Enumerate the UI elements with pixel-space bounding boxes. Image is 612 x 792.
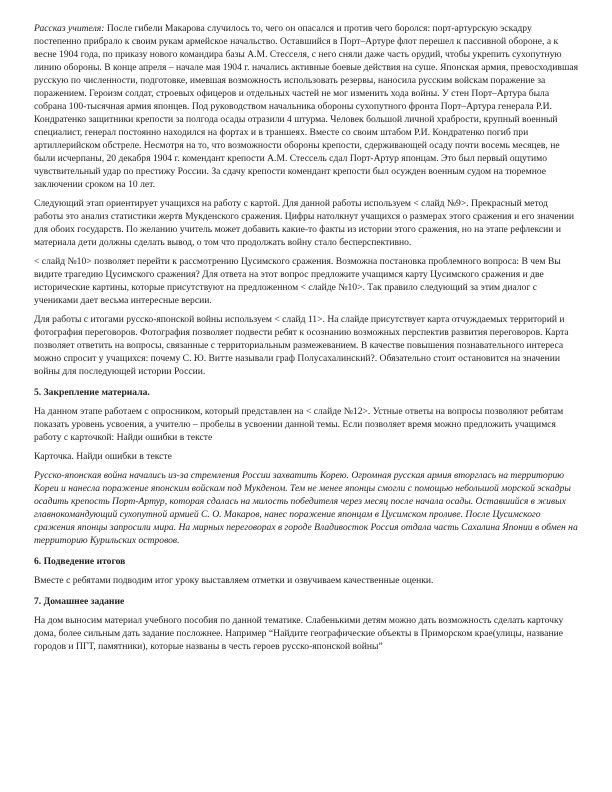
paragraph-questionnaire: На данном этапе работаем с опросником, который представлен на < слайде №12>. Устные ответы на вопросы позволяют ребятам показать уровень усвоения, а учителю – пробелы в усвоении данной темы. Если позволяет время можно предложить учащимся работу с карточкой: Найди ошибки в тексте: [34, 406, 564, 443]
paragraph-card-text: Русско-японская война начались из-за стремления России захватить Корею. Огромная русская армия вторглась на территорию Кореи и нанесла поражение японским войскам под Мукденом. Тем не менее японцы смогли с помощью небольшой морской эскадры осадить крепость Порт-Артур, которая сдалась на милость победителя через месяц после начала осады. Оставшийся в живых главнокомандующий сухопутной армией С. О. Макаров, нанес поражение японцам в Цусимском проливе. После Цусимского сражения японцы запросили мира. На мирных переговорах в городе Владивосток Россия отдала часть Сахалина Японии в обмен на территорию Курильских островов.: [34, 470, 578, 546]
paragraph-card-title: Карточка. Найди ошибки в тексте: [34, 451, 172, 462]
paragraph-story-text: После гибели Макарова случилось то, чего он опасался и против чего боролся: порт-артурскую эскадру постепенно прибрало к своим рукам армейское начальство. Оставшийся в Порт–Артуре флот перешел к пассивной обороне, а к весне 1904 года, по приказу нового командира базы А.М. Стесселя, с него сняли даже часть орудий, чтобы укрепить сухопутную линию обороны. В конце апреля – начале мая 1904 г. начались активные боевые действия на суше. Японская армия, превосходившая русскую по численности, подготовке, имевшая возможность использовать резервы, наносила русским войскам поражение за поражением. Героизм солдат, строевых офицеров и отдельных частей не мог изменить хода войны. У стен Порт–Артура была собрана 100-тысячная армия японцев. Под руководством начальника обороны сухопутного фронта Порт–Артура генерала Р.И. Кондратенко защитники крепости за полгода осады отразили 4 штурма. Человек большой личной храбрости, крупный военный специалист, генерал постоянно находился на фортах и в траншеях. Вместе со своим штабом Р.И. Кондратенко погиб при артиллерийском обстреле. Несмотря на то, что возможности обороны крепости, сдерживающей осаду почти восемь месяцев, не были исчерпаны, 20 декабря 1904 г. комендант крепости А.М. Стессель сдал Порт-Артур японцам. Это был первый ощутимо чувствительный удар по престижу России. За сдачу крепости комендант крепости был осужден военным судом на тюремное заключении сроком на 10 лет.: [34, 23, 579, 190]
section-heading-homework: 7. Домашнее задание: [34, 596, 125, 607]
paragraph-tsushima: < слайд №10> позволяет перейти к рассмотрению Цусимского сражения. Возможна постановка проблемного вопроса: В чем Вы видите трагедию Цусимского сражения? Для ответа на этот вопрос предложите учащимся карту Цусимского сражения и две исторические картины, которые присутствуют на предложенном < слайде №10>. Так правило следующий за этим диалог с учениками дает весьма интересные версии.: [34, 256, 561, 306]
paragraph-lead-label: Рассказ учителя:: [34, 23, 105, 34]
paragraph-teacher-story: [34, 22, 578, 191]
section-heading-consolidation: 5. Закрепление материала.: [34, 387, 150, 398]
paragraph-summary: Вместе с ребятами подводим итог уроку выставляем отметки и озвучиваем качественные оценки.: [34, 575, 434, 586]
paragraph-war-results: Для работы с итогами русско-японской войны используем < слайд 11>. На слайде присутствует карта отчуждаемых территорий и фотография переговоров. Фотография позволяет подвести ребят к осознанию возможных перспектив развития переговоров. Карта позволяет ответить на вопросы, связанные с территориальным размежеванием. В качестве повышения познавательного интереса можно спросит у учащихся: почему С. Ю. Витте называли граф Полусахалинский?. Обязательно стоит остановится на значении войны для последующей истории России.: [34, 314, 569, 377]
section-heading-summary: 6. Подведение итогов: [34, 556, 126, 567]
paragraph-map-work: Следующий этап ориентирует учащихся на работу с картой. Для данной работы используем < слайд №9>. Прекрасный метод работы это анализ статистики жертв Мукденского сражения. Цифры натолкнут учащихся о размерах этого сражения и его значении для обоих государств. По желанию учитель может добавить какие-то факты из истории этого сражения, но на этапе рефлексии и материала дети должны сделать вывод, о том что продолжать войну стало бесперспективно.: [34, 198, 575, 248]
paragraph-homework: На дом выносим материал учебного пособия по данной тематике. Слабенькими детям можно дать возможность сделать карточку дома, более сильным дать задание посложнее. Например “Найдите географические объекты в Приморском крае(улицы, название городов и ПГТ, памятники), которые названы в честь героев русско-японской войны”: [34, 615, 564, 652]
